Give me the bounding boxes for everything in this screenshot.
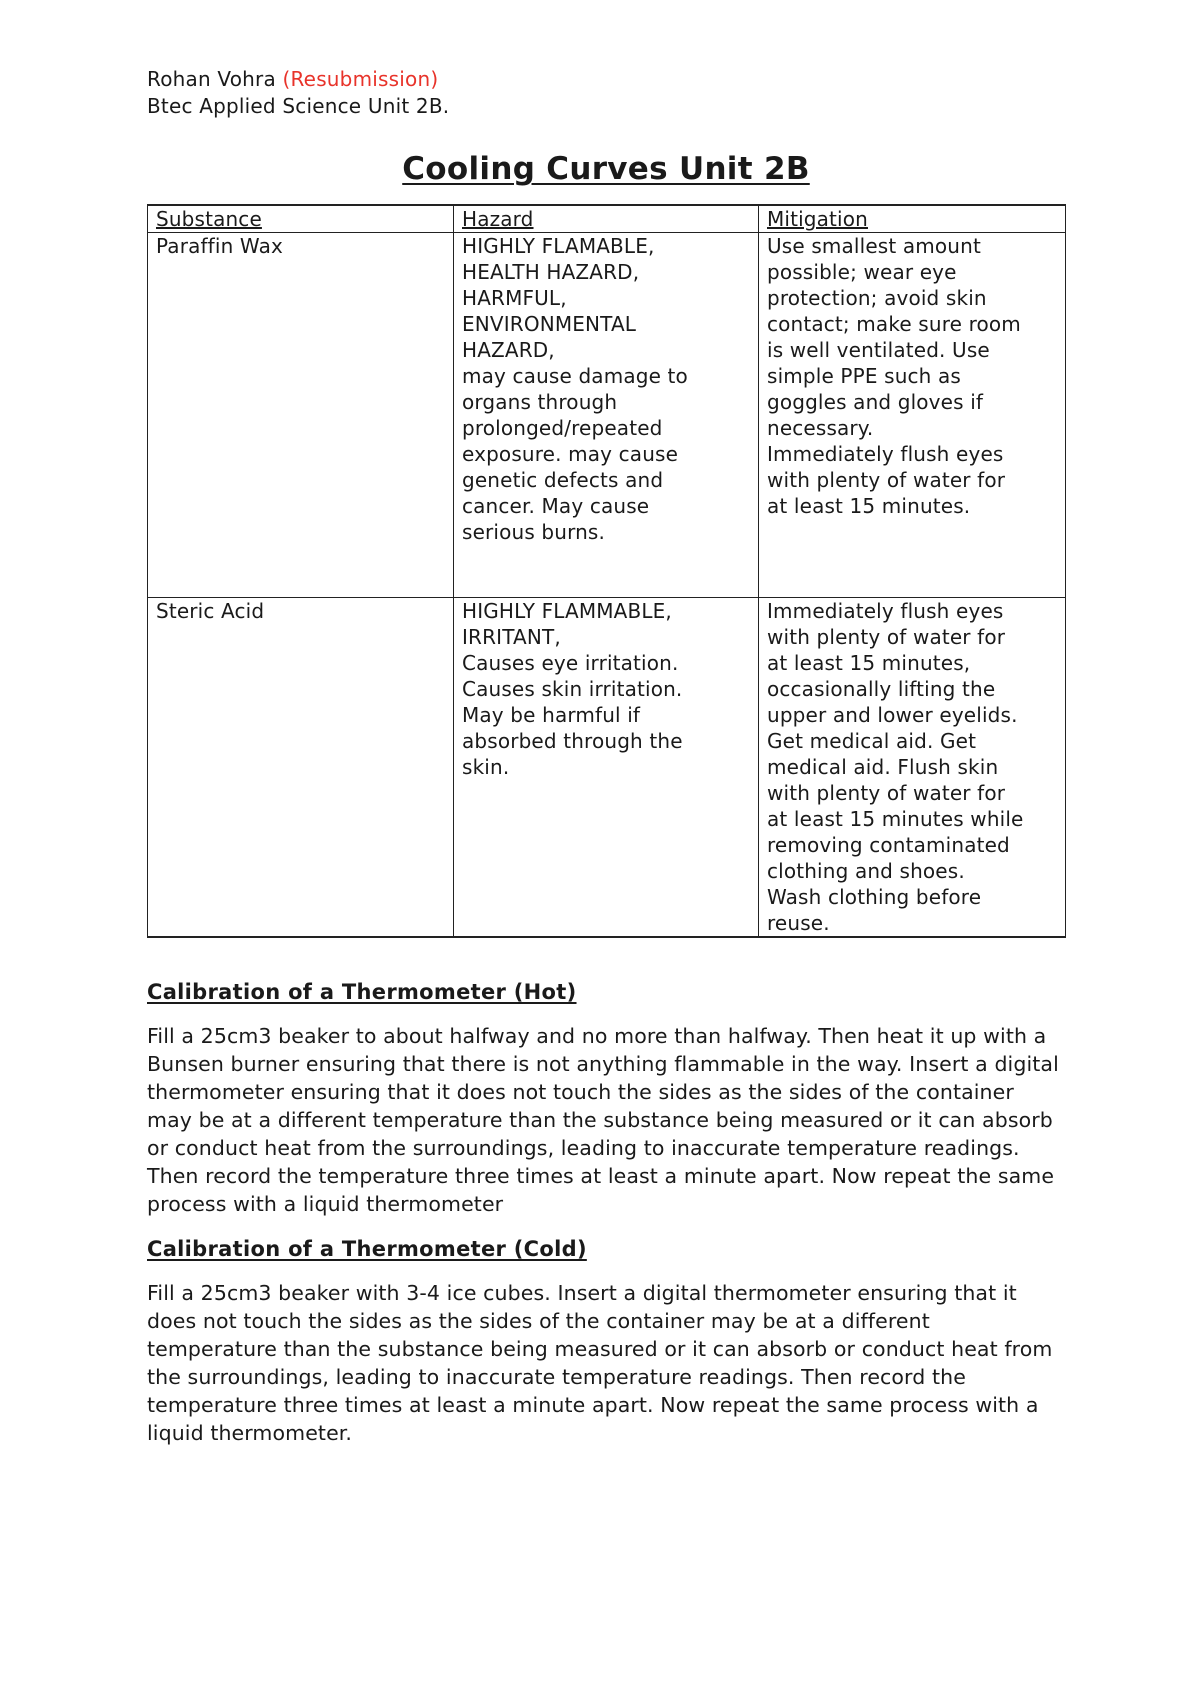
cell-mitigation: Use smallest amount possible; wear eye protection; avoid skin contact; make sure room is well ventilated. Use simple PPE such as goggles and gloves if necessary. Immediately flush eyes with plenty of water for at least 15 minutes. — [759, 233, 1066, 598]
section-heading-cold: Calibration of a Thermometer (Cold) — [147, 1237, 587, 1261]
document-title: Cooling Curves Unit 2B — [402, 151, 810, 187]
table-header-row — [148, 205, 1066, 233]
header-mitigation: Mitigation — [759, 205, 1066, 233]
section-heading-hot: Calibration of a Thermometer (Hot) — [147, 980, 577, 1004]
cell-substance: Paraffin Wax — [148, 233, 454, 598]
header-substance: Substance — [148, 205, 454, 233]
cell-hazard: HIGHLY FLAMABLE, HEALTH HAZARD, HARMFUL, ENVIRONMENTAL HAZARD, may cause damage to organs through prolonged/repeated exposure. may cause genetic defects and cancer. May cause serious burns. — [454, 233, 759, 598]
table-row — [148, 598, 1066, 938]
header-hazard: Hazard — [454, 205, 759, 233]
author-name: Rohan Vohra — [147, 67, 276, 91]
cell-substance: Steric Acid — [148, 598, 454, 938]
course-line: Btec Applied Science Unit 2B. — [147, 94, 450, 118]
section-text-hot: Fill a 25cm3 beaker to about halfway and no more than halfway. Then heat it up with a Bunsen burner ensuring that there is not anything flammable in the way. Insert a digital thermometer ensuring that it does not touch the sides as the sides of the container may be at a different temperature than the substance being measured or it can absorb or conduct heat from the surroundings, leading to inaccurate temperature readings. Then record the temperature three times at least a minute apart. Now repeat the same process with a liquid thermometer — [147, 1024, 1059, 1216]
table-row — [148, 233, 1066, 598]
resubmission-label: (Resubmission) — [282, 67, 439, 91]
cell-hazard: HIGHLY FLAMMABLE, IRRITANT, Causes eye irritation. Causes skin irritation. May be harmful if absorbed through the skin. — [454, 598, 759, 938]
author-line — [147, 66, 1065, 93]
cell-mitigation: Immediately flush eyes with plenty of water for at least 15 minutes, occasionally lifting the upper and lower eyelids. Get medical aid. Get medical aid. Flush skin with plenty of water for at least 15 minutes while removing contaminated clothing and shoes. Wash clothing before reuse. — [759, 598, 1066, 938]
hazard-table — [147, 204, 1066, 938]
document-page — [147, 66, 1065, 1447]
section-text-cold: Fill a 25cm3 beaker with 3-4 ice cubes. Insert a digital thermometer ensuring that it does not touch the sides as the sides of the container may be at a different temperature than the substance being measured or it can absorb or conduct heat from the surroundings, leading to inaccurate temperature readings. Then record the temperature three times at least a minute apart. Now repeat the same process with a liquid thermometer. — [147, 1281, 1053, 1445]
